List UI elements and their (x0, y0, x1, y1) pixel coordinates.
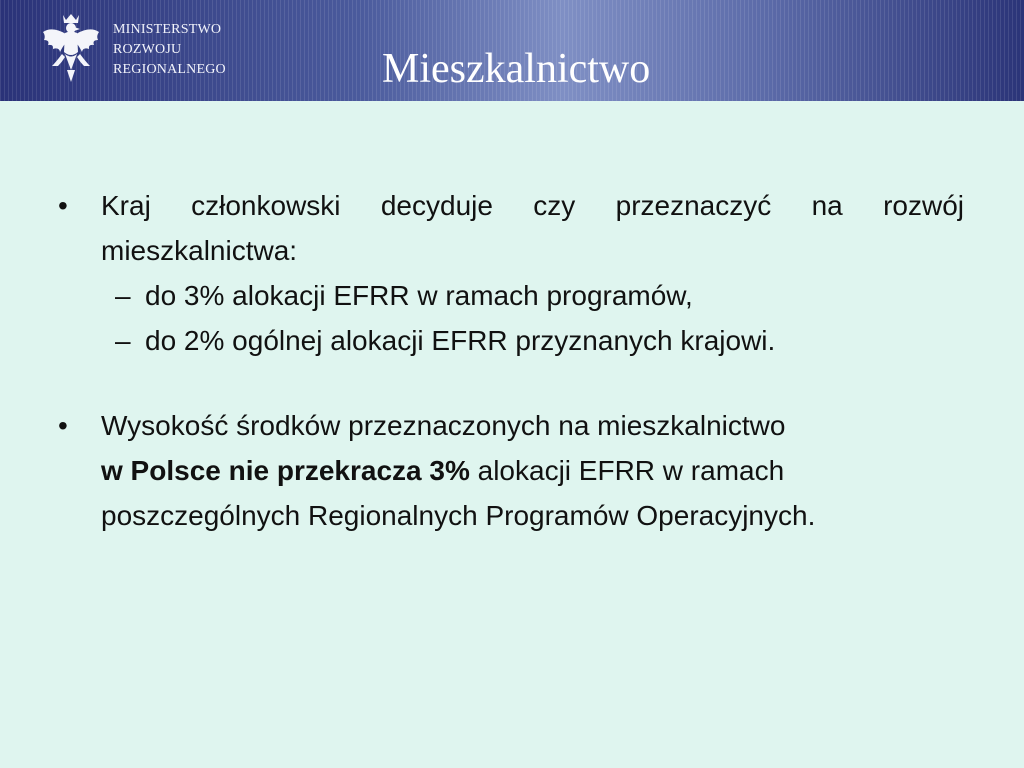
ministry-logotype (113, 20, 226, 80)
slide-body (58, 183, 964, 538)
sub-bullet-text: do 2% ogólnej alokacji EFRR przyznanych krajowi. (145, 325, 776, 356)
bullet-icon: • (58, 410, 68, 441)
dash-icon: – (115, 280, 131, 311)
sub-bullet-text: do 3% alokacji EFRR w ramach programów, (145, 280, 693, 311)
slide-title: Mieszkalnictwo (382, 46, 651, 92)
ministry-line: REGIONALNEGO (113, 62, 226, 77)
eagle-emblem-icon (40, 12, 102, 86)
sub-bullet-item (58, 273, 964, 318)
bullet-text: Kraj członkowski decyduje czy przeznaczyć na rozwój mieszkalnictwa: (101, 190, 964, 266)
dash-icon: – (115, 325, 131, 356)
ministry-line: MINISTERSTWO (113, 22, 222, 37)
bullet-text-emphasis: w Polsce nie przekracza 3% (101, 455, 470, 486)
ministry-line: ROZWOJU (113, 42, 182, 57)
bullet-item (58, 183, 964, 273)
header-band (0, 0, 1024, 101)
bullet-text-line1: Wysokość środków przeznaczonych na mieszkalnictwo (101, 410, 786, 441)
bullet-icon: • (58, 190, 68, 221)
bullet-item (58, 403, 964, 538)
bullet-text-rest: alokacji EFRR w ramach poszczególnych Regionalnych Programów Operacyjnych. (101, 455, 816, 531)
sub-bullet-item (58, 318, 964, 363)
spacer (58, 363, 964, 403)
